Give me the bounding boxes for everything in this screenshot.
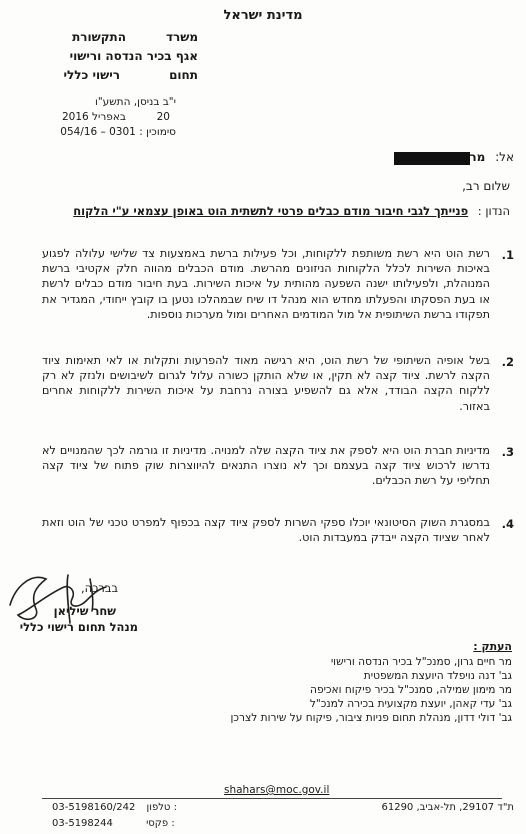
fax-label: פקסי : [146,818,175,829]
date-month-year: באפריל 2016 [61,111,126,123]
ministry-name: התקשורת [72,30,126,44]
paragraph-number: 4. [501,517,514,531]
domain-word: תחום [169,68,198,82]
cc-item: מר מימון שמילה, סמנכ"ל בכיר פיקוח ואכיפה [310,684,512,696]
fax-value: 03-5198244 [52,818,113,829]
paragraph-number: 2. [501,355,514,369]
paragraph-number: 3. [501,445,514,459]
reference-label: סימוכין : [139,126,176,138]
recipient-line [469,150,514,164]
address-label: ת"ד [497,802,514,813]
paragraph-number: 1. [501,248,514,262]
signer-name: שחר שיליאן [53,604,116,618]
date-day: 20 [156,111,170,123]
footer-divider [42,798,502,799]
recipient-title: מר [469,150,486,164]
reference-value: 054/16 – 0301 [60,126,136,138]
closing-greeting: בברכה, [80,581,118,595]
email-link[interactable]: shahars@moc.gov.il [224,784,330,796]
domain-name: רישוי כללי [63,68,120,82]
cc-item: גב' עדי קאהן, יועצת מקצועית בכירה למנכ"ל [309,698,512,710]
recipient-label: אל: [495,150,514,164]
cc-item: גב' דולי דדון, מנהלת תחום פניות ציבור, פיקוח על שירות לצרכן [230,712,512,724]
paragraph-text: מדיניות חברת הוט היא לספק את ציוד הקצה שלה למנויה. מדיניות זו גורמה לכך שהמנויים לא נדרשו לרכוש ציוד קצה בעצמם וכך לא נוצרו התנאים להיווצרות שוק פתוח של ציוד קצה תחליפי על רשת הכבלים. [42,444,490,488]
salutation: שלום רב, [462,179,510,193]
footer-address [381,802,514,813]
redacted-recipient-name [394,152,470,165]
hebrew-date: י"ב בניסן, התשע"ו [94,96,176,108]
footer-fax [52,818,175,829]
ministry-word: משרד [165,30,198,44]
paragraph-text: במסגרת השוק הסיטונאי יוכלו ספקי השרות לספק ציוד קצה בכפוף למפרט טכני של הוט וזאת לאחר שציוד הקצה ייבדק במעבדות הוט. [42,516,490,545]
subject-text: פנייתך לגבי חיבור מודם כבלים פרטי לתשתית הוט באופן עצמאי ע"י הלקוח [73,204,469,218]
phone-label: טלפון : [146,802,177,813]
gregorian-date [62,110,170,125]
reference [60,125,176,140]
paragraph-text: רשת הוט היא רשת משותפת ללקוחות, וכל פעילות ברשת באמצעות צד שלישי עלולה לפגוע באיכות השירות לכלל הלקוחות הניזונים מהרשת. מודם הכבלים מהווה חלק אקטיבי ברשת המנוהלת, ולפעילותו ישנה השפעה מהותית על איכות השירות. בעת חיבור מודם כבלים לרשת או בעת הפסקתו והפעלתו מחדש הוא מנהל דו שיח שבמהלכו נטען בו קובץ ייחודי, המגדיר את תפקודו ברשת השיתופית אל מול המודמים האחרים ומול מערכות נוספות. [42,247,490,321]
cc-item: גב' דנה נויפלד היועצת המשפטית [363,670,512,682]
paragraph-text: בשל אופיה השיתופי של רשת הוט, היא רגישה מאוד להפרעות ותקלות או לאי תאימות ציוד הקצה לרשת. ציוד קצה לא תקין, או שלא הותקן כשורה עלול לגרום לשיבושים ולנזק לא רק ללקוח הקצה הבודד, אלא גם להשפיע בצורה נרחבת על איכות השירות ללקוחות אחרים באזור. [42,354,490,413]
signer-title: מנהל תחום רישוי כללי [19,620,138,634]
cc-item: מר חיים גרון, סמנכ"ל בכיר הנדסה ורישוי [330,656,512,668]
state-header: מדינת ישראל [223,8,303,23]
address-value: 29107, תל-אביב, 61290 [381,802,495,813]
cc-list [230,655,512,725]
cc-label: העתק : [473,640,512,653]
footer-phone [52,802,177,813]
division-name: אגף בכיר הנדסה ורישוי [69,49,198,63]
subject-label: הנדון : [477,204,510,218]
phone-value: 03-5198160/242 [52,802,136,813]
subject-line [14,204,510,218]
